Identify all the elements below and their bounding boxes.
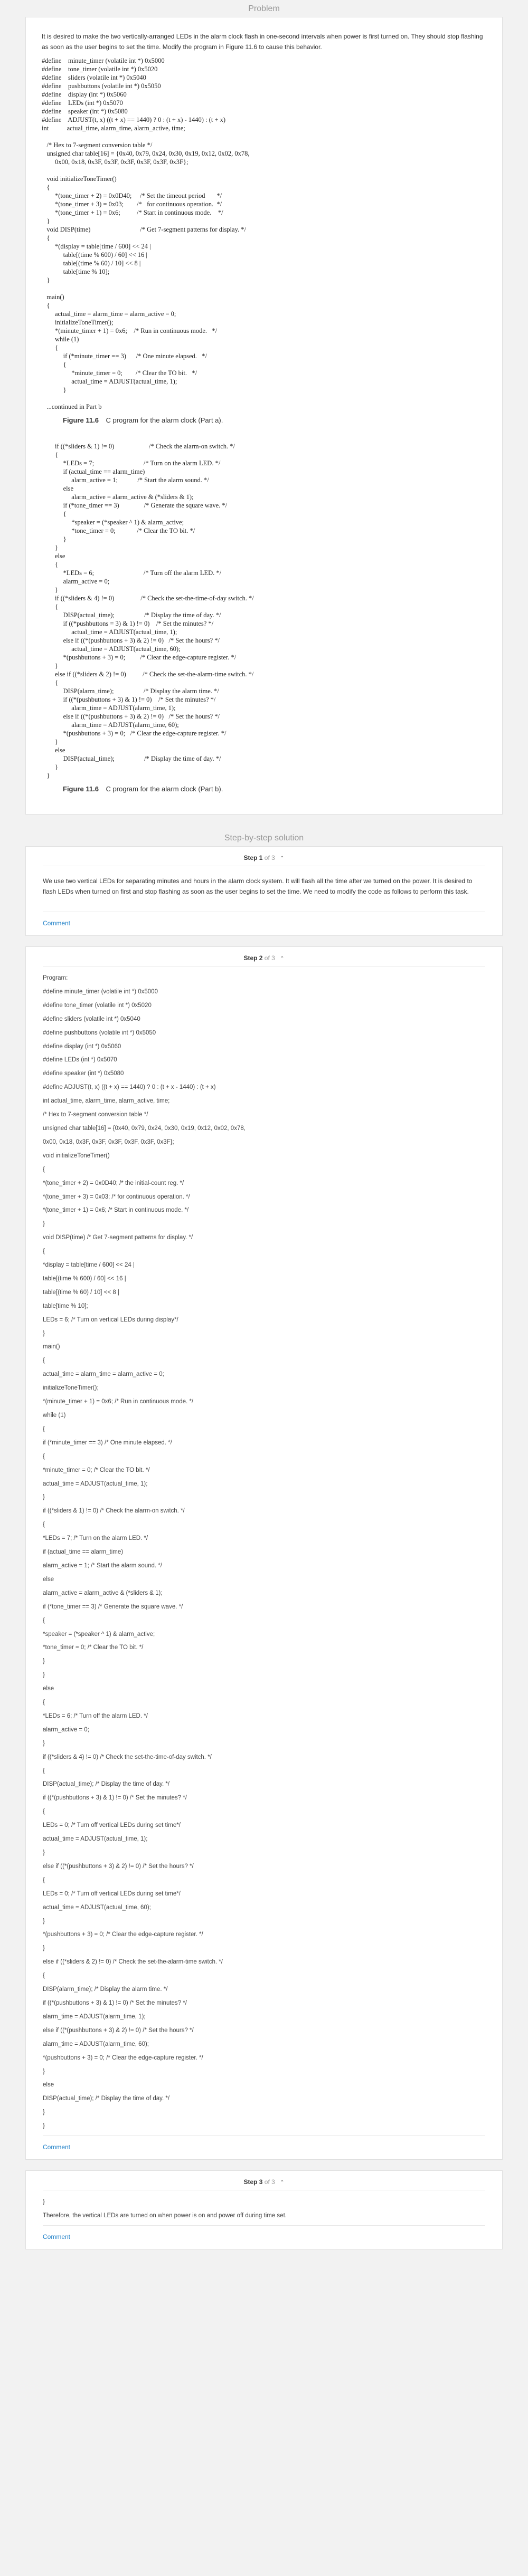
program-line: #define pushbuttons (volatile int *) 0x5050 xyxy=(43,1029,156,1036)
program-line: alarm_time = ADJUST(alarm_time, 1); xyxy=(43,2013,146,2020)
figure-b-caption-label: Figure 11.6 xyxy=(63,785,99,793)
program-line: if (*minute_timer == 3) /* One minute elapsed. */ xyxy=(43,1439,172,1446)
program-line: 0x00, 0x18, 0x3F, 0x3F, 0x3F, 0x3F, 0x3F, 0x3F}; xyxy=(43,1138,174,1145)
program-line: unsigned char table[16] = {0x40, 0x79, 0x24, 0x30, 0x19, 0x12, 0x02, 0x78, xyxy=(43,1125,246,1132)
step-2-of: of 3 xyxy=(264,954,275,962)
problem-text: It is desired to make the two vertically-arranged LEDs in the alarm clock flash in one-second intervals when power is first turned on. They should stop flashing as soon as the user begins to set the time. Modify the program in Figure 11.6 to cause this behavior. xyxy=(42,33,483,51)
program-line: table[(time % 600) / 60] << 16 | xyxy=(43,1275,126,1282)
step-3-title: Step 3 xyxy=(243,2178,263,2186)
problem-section-label: Problem xyxy=(248,4,280,13)
step-3-text xyxy=(43,2196,485,2223)
program-line: else if ((*(pushbuttons + 3) & 2) != 0) /* Set the hours? */ xyxy=(43,2027,194,2034)
program-line: *display = table[time / 600] << 24 | xyxy=(43,1262,135,1269)
chevron-up-icon[interactable]: ⌃ xyxy=(280,2180,285,2186)
step-2-card xyxy=(25,946,503,2160)
program-line: { xyxy=(43,1876,45,1883)
program-line: } xyxy=(43,2109,45,2116)
program-line: LEDs = 6; /* Turn on vertical LEDs during display*/ xyxy=(43,1316,178,1323)
program-line: actual_time = ADJUST(actual_time, 1); xyxy=(43,1836,148,1843)
program-line: *(pushbuttons + 3) = 0; /* Clear the edge-capture register. */ xyxy=(43,2054,203,2061)
program-line: { xyxy=(43,1425,45,1432)
step-3-card xyxy=(25,2170,503,2249)
chevron-up-icon[interactable]: ⌃ xyxy=(280,956,285,962)
program-line: } xyxy=(43,2123,45,2130)
step-2-program xyxy=(43,972,485,2133)
program-line: { xyxy=(43,1248,45,1255)
program-line: *tone_timer = 0; /* Clear the TO bit. */ xyxy=(43,1644,144,1651)
step-1-of: of 3 xyxy=(264,854,275,861)
program-line: table[(time % 60) / 10] << 8 | xyxy=(43,1289,119,1296)
program-line: initializeToneTimer(); xyxy=(43,1385,99,1392)
figure-a-caption xyxy=(63,416,486,424)
figure-a-code: #define minute_timer (volatile int *) 0x5000 #define tone_timer (volatile int *) 0x5020 #define sliders (volatile int *) 0x5040 #define pushbuttons (volatile int *) 0x5050 #define display (int *) 0x5060 #define LEDs (int *) 0x5070 #define speaker (int *) 0x5080 #define ADJUST(t, x) ((t + x) == 1440) ? 0 : (t + x) - 1440) : (t + x) int actual_time, alarm_time, alarm_active, time; /* Hex to 7-segment conversion table */ unsigned char table[16] = {0x40, 0x79, 0x24, 0x30, 0x19, 0x12, 0x02, 0x78, 0x00, 0x18, 0x3F, 0x3F, 0x3F, 0x3F, 0x3F, 0x3F}; void initializeToneTimer() { *(tone_timer + 2) = 0x0D40; /* Set the timeout period */ *(tone_timer + 3) = 0x03; /* for continuous operation. */ *(tone_timer + 1) = 0x6; /* Start in continuous mode. */ } void DISP(time) /* Get 7-segment patterns for display. */ { *(display = table[time / 600] << 24 | table[(time % 600) / 60] << 16 | table[(time % 60) / 10] << 8 | table[time % 10]; } main() { actual_time = alarm_time = alarm_active = 0; initializeToneTimer(); *(minute_timer + 1) = 0x6; /* Run in continuous mode. */ while (1) { if (*minute_timer == 3) /* One minute elapsed. */ { *minute_timer = 0; /* Clear the TO bit. */ actual_time = ADJUST(actual_time, 1); } ...continued in Part b xyxy=(42,57,250,410)
program-line: { xyxy=(43,1808,45,1815)
step-3-of: of 3 xyxy=(264,2178,275,2186)
program-line: void DISP(time) /* Get 7-segment patterns for display. */ xyxy=(43,1234,193,1241)
step-2-title: Step 2 xyxy=(243,954,263,962)
program-line: actual_time = ADJUST(actual_time, 1); xyxy=(43,1480,148,1487)
program-line: #define display (int *) 0x5060 xyxy=(43,1043,121,1050)
step-3-comment-link[interactable]: Comment xyxy=(43,2233,71,2240)
program-line: #define ADJUST(t, x) ((t + x) == 1440) ? 0 : (t + x - 1440) : (t + x) xyxy=(43,1084,216,1091)
step-1-text: We use two vertical LEDs for separating minutes and hours in the alarm clock system. It will flash all the time after we turned on the power. It is desired to flash LEDs when turned on first and stop flashing as soon as the user begins to set the time. We need to modify the code as follows to perform this task. xyxy=(43,877,473,895)
figure-b-code: if ((*sliders & 1) != 0) /* Check the alarm-on switch. */ { *LEDs = 7; /* Turn on the alarm LED. */ if (actual_time == alarm_time) alarm_active = 1; /* Start the alarm sound. */ else alarm_active = alarm_active & (*sliders & 1); if (*tone_timer == 3) /* Generate the square wave. */ { *speaker = (*speaker ^ 1) & alarm_active; *tone_timer = 0; /* Clear the TO bit. */ } } else { *LEDs = 6; /* Turn off the alarm LED. */ alarm_active = 0; } if ((*sliders & 4) != 0) /* Check the set-the-time-of-day switch. */ { DISP(actual_time); /* Display the time of day. */ if ((*pushbuttons = 3) & 1) != 0) /* Set the minutes? */ actual_time = ADJUST(actual_time, 1); else if ((*(pushbuttons + 3) & 2) != 0) /* Set the hours? */ actual_time = ADJUST(actual_time, 60); *(pushbuttons + 3) = 0; /* Clear the edge-capture register. */ } else if ((*sliders & 2) != 0) /* Check the set-the-alarm-time switch. */ { DISP(alarm_time); /* Display the alarm time. */ if ((*(pushbuttons + 3) & 1) != 0) /* Set the minutes? */ alarm_time = ADJUST(alarm_time, 1); else if ((*(pushbuttons + 3) & 2) != 0) /* Set the hours? */ alarm_time = ADJUST(alarm_time, 60); *(pushbuttons + 3) = 0; /* Clear the edge-capture register. */ } else DISP(actual_time); /* Display the time of day. */ } } xyxy=(46,443,254,779)
program-line: { xyxy=(43,1972,45,1979)
program-line: } xyxy=(43,1494,45,1501)
program-line: else xyxy=(43,1686,54,1692)
problem-panel xyxy=(25,17,503,815)
chevron-up-icon[interactable]: ⌃ xyxy=(280,856,285,861)
program-line: { xyxy=(43,1453,45,1460)
program-line: DISP(actual_time); /* Display the time of day. */ xyxy=(43,1781,170,1788)
program-line: main() xyxy=(43,1344,60,1351)
program-line: table[time % 10]; xyxy=(43,1303,88,1309)
step-1-header[interactable] xyxy=(43,847,485,866)
program-line: } xyxy=(43,1330,45,1337)
program-line: alarm_active = 0; xyxy=(43,1726,89,1733)
program-line: { xyxy=(43,1617,45,1624)
program-line: actual_time = ADJUST(actual_time, 60); xyxy=(43,1904,151,1911)
program-line: while (1) xyxy=(43,1412,66,1419)
step-1-title: Step 1 xyxy=(243,854,263,861)
figure-a-caption-text: C program for the alarm clock (Part a). xyxy=(106,416,223,424)
program-line: *(pushbuttons + 3) = 0; /* Clear the edge-capture register. */ xyxy=(43,1931,203,1938)
program-line: *(tone_timer + 1) = 0x6; /* Start in continuous mode. */ xyxy=(43,1207,189,1214)
program-line: { xyxy=(43,1166,45,1173)
program-line: int actual_time, alarm_time, alarm_active, time; xyxy=(43,1098,170,1105)
program-line: Program: xyxy=(43,975,68,981)
program-line: else xyxy=(43,1576,54,1583)
program-line: { xyxy=(43,1521,45,1528)
step-3-line: } xyxy=(43,2199,45,2206)
figure-a-caption-label: Figure 11.6 xyxy=(63,416,99,424)
program-line: DISP(alarm_time); /* Display the alarm time. */ xyxy=(43,1986,168,1993)
program-line: *LEDs = 6; /* Turn off the alarm LED. */ xyxy=(43,1712,148,1719)
step-3-header[interactable] xyxy=(43,2171,485,2190)
program-line: if ((*(pushbuttons + 3) & 1) != 0) /* Set the minutes? */ xyxy=(43,1795,187,1802)
program-line: { xyxy=(43,1767,45,1774)
program-line: LEDs = 0; /* Turn off vertical LEDs during set time*/ xyxy=(43,1890,181,1897)
figure-b-caption xyxy=(63,785,486,793)
program-line: if ((*(pushbuttons + 3) & 1) != 0) /* Set the minutes? */ xyxy=(43,1999,187,2006)
program-line: } xyxy=(43,1945,45,1952)
step-1-card xyxy=(25,846,503,936)
program-line: *minute_timer = 0; /* Clear the TO bit. */ xyxy=(43,1467,150,1473)
program-line: } xyxy=(43,1918,45,1924)
program-line: alarm_active = alarm_active & (*sliders & 1); xyxy=(43,1589,163,1596)
step-2-header[interactable] xyxy=(43,947,485,966)
program-line: { xyxy=(43,1699,45,1706)
program-line: } xyxy=(43,1672,45,1679)
program-line: else if ((*(pushbuttons + 3) & 2) != 0) /* Set the hours? */ xyxy=(43,1863,194,1870)
program-line: } xyxy=(43,1740,45,1747)
program-line: LEDs = 0; /* Turn off vertical LEDs during set time*/ xyxy=(43,1822,181,1829)
program-line: #define LEDs (int *) 0x5070 xyxy=(43,1057,117,1064)
step-3-line: Therefore, the vertical LEDs are turned on when power is on and power off during time set. xyxy=(43,2212,287,2219)
program-line: alarm_time = ADJUST(alarm_time, 60); xyxy=(43,2041,149,2047)
program-line: *(tone_timer + 3) = 0x03; /* for continuous operation. */ xyxy=(43,1193,190,1200)
program-line: if (*tone_timer == 3) /* Generate the square wave. */ xyxy=(43,1603,183,1610)
step-2-comment-link[interactable]: Comment xyxy=(43,2143,71,2151)
program-line: } xyxy=(43,2068,45,2075)
program-line: else xyxy=(43,2082,54,2089)
program-line: if (actual_time == alarm_time) xyxy=(43,1549,124,1556)
program-line: } xyxy=(43,1658,45,1665)
program-line: if ((*sliders & 1) != 0) /* Check the alarm-on switch. */ xyxy=(43,1508,185,1515)
program-line: #define tone_timer (volatile int *) 0x5020 xyxy=(43,1002,152,1009)
program-line: DISP(actual_time); /* Display the time of day. */ xyxy=(43,2095,170,2102)
figure-b-caption-text: C program for the alarm clock (Part b). xyxy=(106,785,223,793)
program-line: #define minute_timer (volatile int *) 0x5000 xyxy=(43,988,158,995)
program-line: } xyxy=(43,1221,45,1228)
solution-section-label: Step-by-step solution xyxy=(224,834,304,842)
program-line: void initializeToneTimer() xyxy=(43,1152,110,1159)
program-line: #define sliders (volatile int *) 0x5040 xyxy=(43,1016,140,1022)
step-1-comment-link[interactable]: Comment xyxy=(43,920,71,927)
program-line: if ((*sliders & 4) != 0) /* Check the set-the-time-of-day switch. */ xyxy=(43,1754,212,1760)
program-line: alarm_active = 1; /* Start the alarm sound. */ xyxy=(43,1562,162,1569)
program-line: *LEDs = 7; /* Turn on the alarm LED. */ xyxy=(43,1535,148,1542)
program-line: actual_time = alarm_time = alarm_active = 0; xyxy=(43,1371,164,1378)
program-line: *(minute_timer + 1) = 0x6; /* Run in continuous mode. */ xyxy=(43,1399,194,1405)
program-line: } xyxy=(43,1850,45,1856)
program-line: { xyxy=(43,1357,45,1364)
program-line: *speaker = (*speaker ^ 1) & alarm_active; xyxy=(43,1631,155,1637)
program-line: #define speaker (int *) 0x5080 xyxy=(43,1070,124,1077)
program-line: else if ((*sliders & 2) != 0) /* Check the set-the-alarm-time switch. */ xyxy=(43,1959,223,1966)
program-line: /* Hex to 7-segment conversion table */ xyxy=(43,1112,148,1118)
program-line: *(tone_timer + 2) = 0x0D40; /* the initial-count reg. */ xyxy=(43,1180,184,1186)
